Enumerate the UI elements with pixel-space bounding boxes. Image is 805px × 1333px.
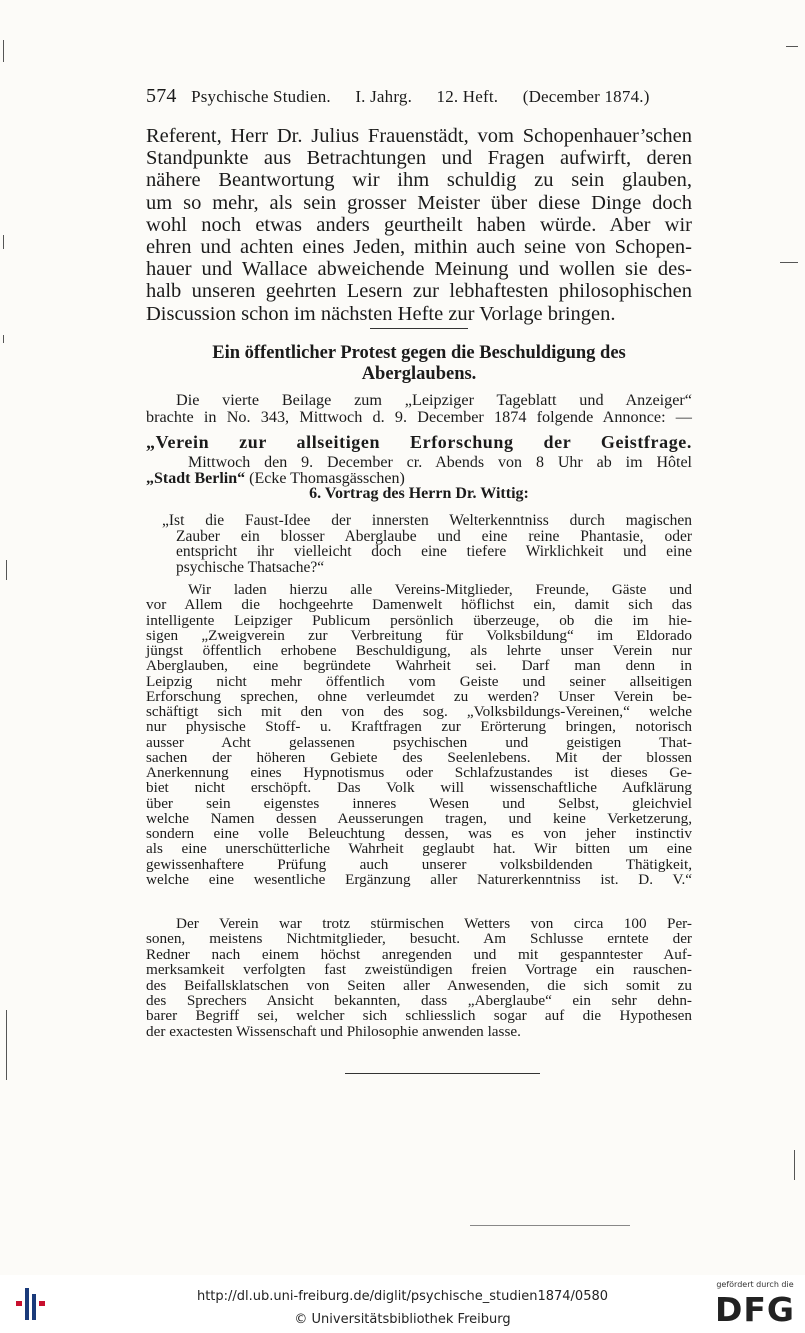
text-line: Redner nach einem höchst anregenden und mit gespanntester Auf- (146, 945, 692, 963)
text-line: barer Begriff sei, welcher sich schliesslich sogar auf die Hypothesen (146, 1007, 692, 1025)
invitation-paragraph (146, 582, 692, 887)
viewer-footer (0, 1275, 805, 1333)
end-divider (345, 1073, 540, 1074)
copyright-notice: © Universitätsbibliothek Freiburg (294, 1312, 511, 1327)
text-line: des Sprechers Ansicht bekannten, dass „Aberglaube“ ein sehr dehn- (146, 992, 692, 1010)
association-heading: „Verein zur allseitigen Erforschung der Geistfrage. (146, 432, 692, 452)
closing-paragraph (146, 916, 692, 1039)
scan-artifact (6, 560, 7, 580)
text-line: biet nicht erschöpft. Das Volk will wissenschaftliche Aufklärung (146, 779, 692, 797)
text-line: ehren und achten eines Jeden, mithin auch seine von Schopen- (146, 236, 692, 259)
text-line: Anerkennung eines Hypnotismus oder Schlafzustandes ist dieses Ge- (146, 764, 692, 781)
journal-title: Psychische Studien. (191, 87, 331, 106)
text-line: merksamkeit verfolgten fast zweistündigen freien Vortrage ein rauschen- (146, 961, 692, 979)
intro-paragraph (146, 125, 692, 325)
text-line: Standpunkte aus Betrachtungen und Fragen aufwirft, deren (146, 147, 692, 170)
dfg-logo-text: DFG (714, 1290, 796, 1329)
text-line: welche eine wesentliche Ergänzung aller Naturerkenntniss ist. D. V.“ (146, 870, 692, 888)
volume: I. Jahrg. (355, 87, 413, 106)
dfg-caption: gefördert durch die (716, 1280, 794, 1289)
text-line: Leipzig nicht mehr öffentlich vom Geiste und seiner allseitigen (146, 672, 692, 690)
text-line (146, 471, 692, 487)
scan-artifact (786, 46, 798, 47)
text-line: um so mehr, als sein grosser Meister über diese Dinge doch (146, 191, 692, 214)
text-line: Die vierte Beilage zum „Leipziger Tageblatt und Anzeiger“ (176, 391, 692, 409)
text-line: nähere Beantwortung wir ihm schuldig zu sein glauben, (146, 169, 692, 192)
venue-address: (Ecke Thomasgässchen) (245, 469, 405, 487)
text-line: gewissenhaftere Prüfung auch unserer volksbildenden Thätigkeit, (146, 855, 692, 873)
lecture-title: 6. Vortrag des Herrn Dr. Wittig: (309, 485, 529, 502)
text-line: wohl noch etwas anders geurtheilt haben würde. Aber wir (146, 213, 692, 236)
quote-line: entspricht ihr vielleicht doch eine tiefere Wirklichkeit und eine (176, 543, 692, 560)
text-line: vor Allem die hochgeehrte Damenwelt höflichst ein, damit sich das (146, 596, 692, 614)
running-header (146, 85, 666, 108)
text-line: ausser Acht gelassenen psychischen und geistigen That- (146, 733, 692, 751)
text-line: Aberglauben, eine begründete Wahrheit sei. Darf man denn in (146, 657, 692, 675)
text-line: des Beifallsklatschen von Seiten aller Anwesenden, die sich somit zu (146, 976, 692, 994)
scan-artifact (470, 1225, 630, 1226)
quote-line: Zauber ein blosser Aberglaube und eine reine Phantasie, oder (176, 527, 692, 545)
text-line: Der Verein war trotz stürmischen Wetters von circa 100 Per- (176, 915, 692, 932)
quote-line: „Ist die Faust-Idee der innersten Welterkenntniss durch magischen (162, 512, 692, 529)
text-line: hauer und Wallace abweichende Meinung und wollen sie des- (146, 258, 692, 281)
issue: 12. Heft. (436, 87, 499, 106)
scan-artifact (3, 40, 4, 62)
text-line: sigen „Zweigverein zur Verbreitung für Volksbildung“ im Eldorado (146, 626, 692, 644)
title-line: Aberglaubens. (361, 364, 477, 384)
text-line: Discussion schon im nächsten Hefte zur Vorlage bringen. (146, 302, 616, 325)
text-line: Wir laden hierzu alle Vereins-Mitglieder, Freunde, Gäste und (188, 581, 692, 598)
lead-paragraph (146, 392, 692, 425)
text-line: als eine unerschütterliche Wahrheit geglaubt hat. Wir bitten um eine (146, 840, 692, 858)
text-line: Referent, Herr Dr. Julius Frauenstädt, vom Schopenhauer’schen (146, 125, 692, 147)
text-line: intelligente Leipziger Publicum persönlich überzeuge, ob die im hie- (146, 611, 692, 629)
text-line: Erforschung sprechen, ohne verleumdet zu werden? Unser Verein be- (146, 687, 692, 705)
page-number: 574 (146, 85, 177, 107)
scan-artifact (794, 1150, 795, 1180)
quote-line: psychische Thatsache?“ (176, 558, 325, 576)
text-line: Mittwoch den 9. December cr. Abends von 8 Uhr ab im Hôtel (188, 454, 692, 471)
event-info (146, 455, 692, 502)
document-url[interactable]: http://dl.ub.uni-freiburg.de/diglit/psychische_studien1874/0580 (196, 1289, 609, 1304)
text-line: sondern eine volle Beleuchtung dessen, was es von jeher instinctiv (146, 825, 692, 842)
scan-artifact (780, 262, 798, 263)
text-line: der exactesten Wissenschaft und Philosophie anwenden lasse. (146, 1022, 521, 1040)
scan-artifact (6, 1010, 7, 1080)
section-divider (370, 328, 468, 329)
title-line: Ein öffentlicher Protest gegen die Beschuldigung des (212, 343, 626, 363)
text-line: brachte in No. 343, Mittwoch d. 9. December 1874 folgende Annonce: — (146, 407, 692, 426)
text-line: über sein eigenstes inneres Wesen und Selbst, gleichviel (146, 794, 692, 812)
article-title (146, 343, 692, 385)
text-line: sonen, meistens Nichtmitglieder, besucht. Am Schlusse erntete der (146, 930, 692, 948)
text-line: sachen der höheren Gebiete des Seelenlebens. Mit der blossen (146, 748, 692, 766)
text-line: halb unseren geehrten Lesern zur lebhaftesten philosophischen (146, 280, 692, 303)
text-line: welche Namen dessen Aeusserungen tragen, und keine Verketzerung, (146, 809, 692, 827)
scan-artifact (3, 235, 4, 249)
lecture-question (146, 513, 692, 575)
scan-artifact (3, 335, 4, 343)
text-line: schäftigt sich mit den von des sog. „Volksbildungs-Vereinen,“ welche (146, 703, 692, 720)
text-line: nur physische Stoff- u. Kraftfragen zur Erörterung bringen, notorisch (146, 718, 692, 736)
issue-date: (December 1874.) (522, 87, 650, 106)
venue-name: „Stadt Berlin“ (146, 469, 246, 487)
text-line: jüngst öffentlich erhobene Beschuldigung, als lehrte unser Verein nur (146, 642, 692, 659)
dfg-logo (710, 1280, 800, 1330)
